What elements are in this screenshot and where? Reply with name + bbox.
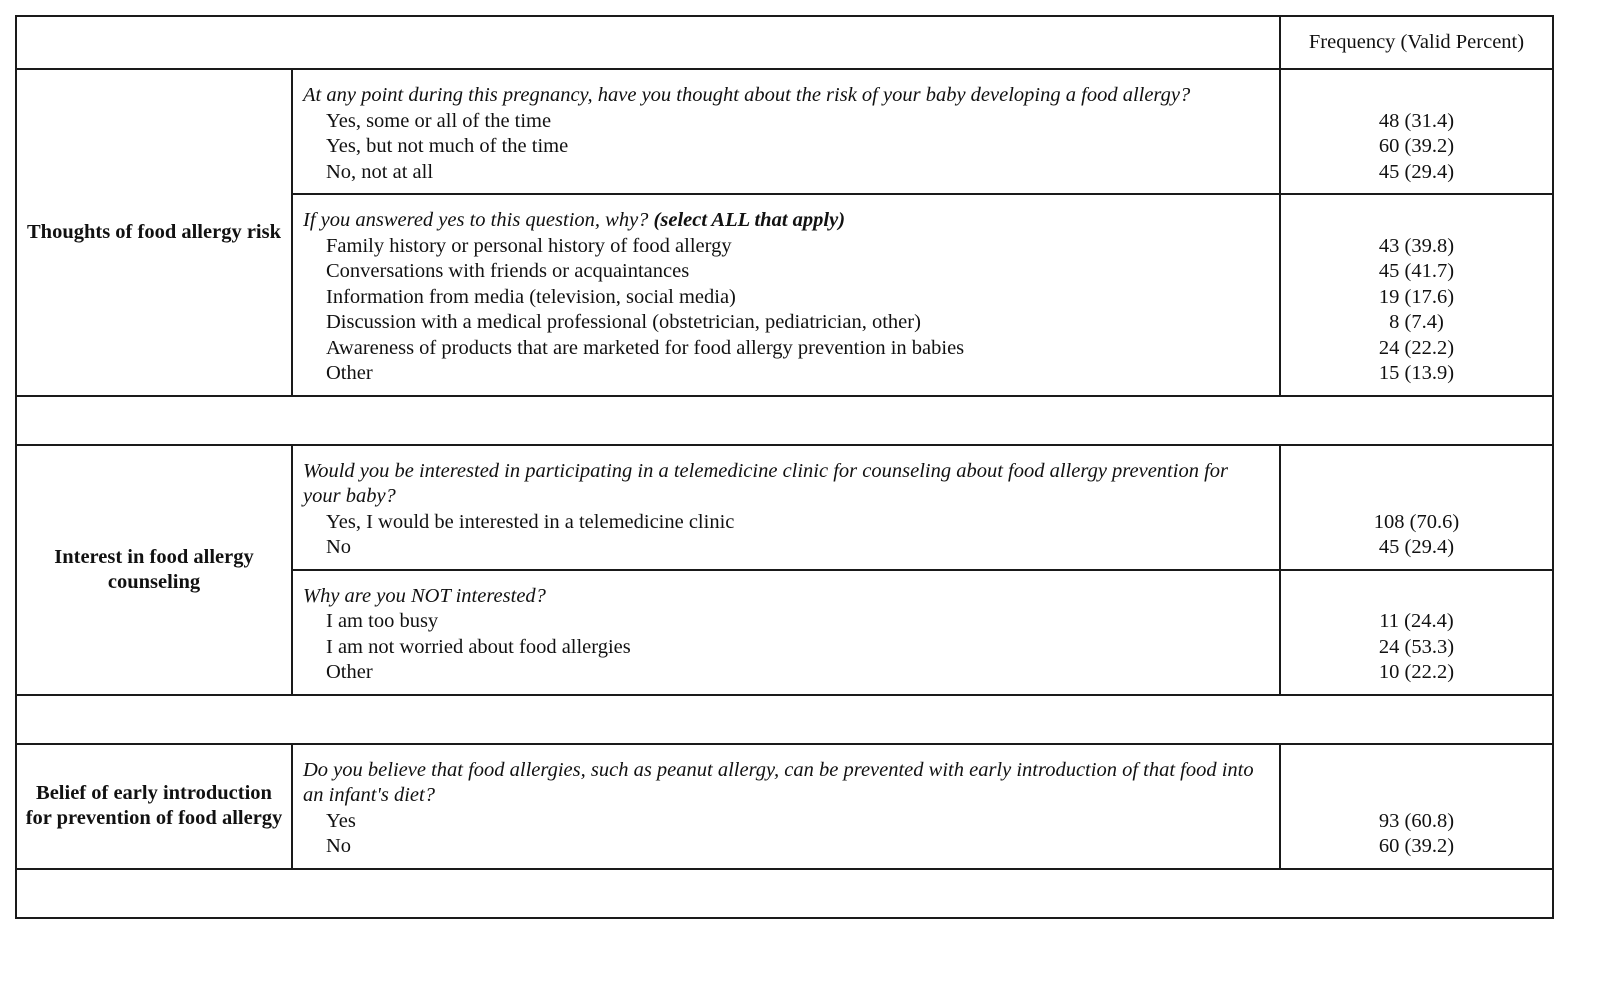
section-label-thoughts: Thoughts of food allergy risk bbox=[16, 69, 292, 396]
option-label: Information from media (television, social media) bbox=[326, 285, 736, 308]
question-cell bbox=[292, 69, 1280, 194]
frequency-header: Frequency (Valid Percent) bbox=[1280, 16, 1553, 69]
value-cell bbox=[1280, 570, 1553, 695]
option-label: I am too busy bbox=[326, 610, 439, 632]
question-text: Why are you NOT interested? bbox=[303, 584, 546, 607]
value-cell bbox=[1280, 69, 1553, 194]
option-label: Yes, but not much of the time bbox=[326, 135, 569, 157]
option-label: Other bbox=[326, 362, 373, 384]
option-value: 45 (29.4) bbox=[1378, 536, 1455, 558]
option-label: Other bbox=[326, 661, 373, 683]
question-cell bbox=[292, 744, 1280, 869]
option-value: 11 (24.4) bbox=[1379, 610, 1454, 632]
section-label-belief: Belief of early introduction for prevention of food allergy bbox=[16, 744, 292, 869]
option-label: No, not at all bbox=[326, 160, 434, 183]
option-label: Yes bbox=[326, 809, 356, 832]
section-label-interest: Interest in food allergy counseling bbox=[16, 445, 292, 695]
header-blank-cell bbox=[16, 16, 1280, 69]
spacer-row bbox=[16, 869, 1553, 918]
option-label: Family history or personal history of food allergy bbox=[326, 234, 732, 257]
question-main-text: If you answered yes to this question, why? bbox=[303, 209, 649, 231]
option-label: No bbox=[326, 835, 352, 857]
question-text: Would you be interested in participating in a telemedicine clinic for counseling about food allergy prevention for your baby? bbox=[303, 459, 1228, 507]
option-label: Discussion with a medical professional (obstetrician, pediatrician, other) bbox=[326, 311, 921, 333]
question-emphasis: (select ALL that apply) bbox=[653, 209, 846, 231]
spacer-row bbox=[16, 396, 1553, 445]
option-value: 8 (7.4) bbox=[1389, 311, 1444, 333]
question-text: At any point during this pregnancy, have you thought about the risk of your baby developing a food allergy? bbox=[303, 84, 1191, 106]
option-value: 93 (60.8) bbox=[1378, 809, 1455, 832]
option-label: No bbox=[326, 536, 352, 558]
question-text bbox=[303, 208, 1269, 234]
option-label: I am not worried about food allergies bbox=[326, 635, 631, 658]
value-cell bbox=[1280, 194, 1553, 396]
option-label: Yes, some or all of the time bbox=[326, 109, 552, 132]
option-label: Awareness of products that are marketed for food allergy prevention in babies bbox=[326, 336, 965, 359]
table-row bbox=[16, 445, 1553, 570]
value-cell bbox=[1280, 445, 1553, 570]
option-value: 24 (22.2) bbox=[1378, 336, 1455, 359]
option-value: 48 (31.4) bbox=[1378, 109, 1455, 132]
option-value: 108 (70.6) bbox=[1373, 510, 1460, 533]
option-value: 45 (41.7) bbox=[1378, 260, 1455, 282]
option-value: 15 (13.9) bbox=[1378, 362, 1455, 384]
question-cell bbox=[292, 194, 1280, 396]
question-cell bbox=[292, 570, 1280, 695]
option-value: 60 (39.2) bbox=[1378, 835, 1455, 857]
header-row bbox=[16, 16, 1553, 69]
table-row bbox=[16, 744, 1553, 869]
table-row bbox=[16, 69, 1553, 194]
survey-results-table bbox=[15, 15, 1554, 919]
option-value: 60 (39.2) bbox=[1378, 135, 1455, 157]
spacer-row bbox=[16, 695, 1553, 744]
option-value: 45 (29.4) bbox=[1378, 160, 1455, 183]
option-value: 19 (17.6) bbox=[1378, 285, 1455, 308]
option-value: 24 (53.3) bbox=[1378, 635, 1455, 658]
value-cell bbox=[1280, 744, 1553, 869]
option-value: 10 (22.2) bbox=[1378, 661, 1455, 683]
question-text: Do you believe that food allergies, such as peanut allergy, can be prevented with early introduction of that food into an infant's diet? bbox=[303, 758, 1254, 806]
question-cell bbox=[292, 445, 1280, 570]
option-label: Conversations with friends or acquaintances bbox=[326, 260, 690, 282]
option-label: Yes, I would be interested in a telemedicine clinic bbox=[326, 510, 735, 533]
option-value: 43 (39.8) bbox=[1378, 234, 1455, 257]
